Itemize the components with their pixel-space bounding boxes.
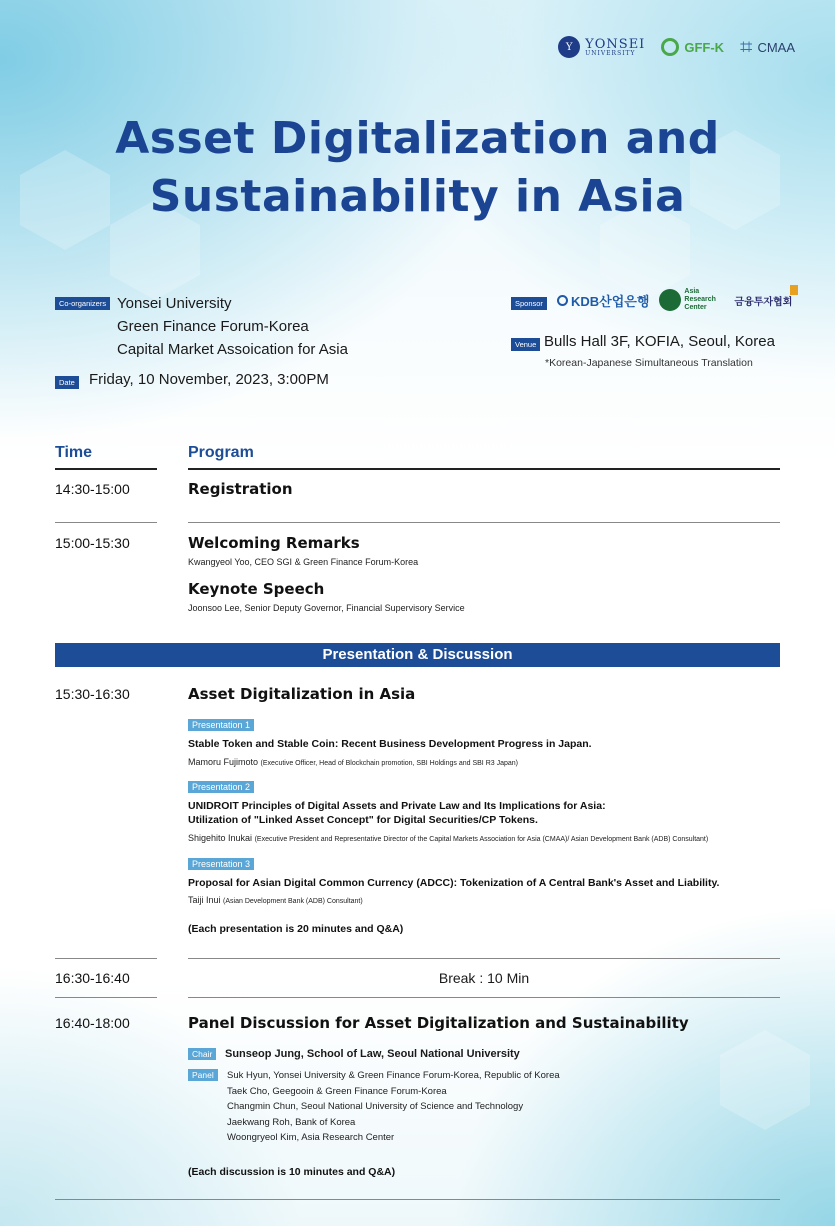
yonsei-emblem-icon: Y (558, 36, 580, 58)
program-column-header: Program (188, 444, 254, 461)
divider (55, 468, 157, 470)
panelist: Jaekwang Roh, Bank of Korea (227, 1116, 356, 1128)
date-tag: Date (55, 374, 79, 392)
divider (55, 997, 157, 998)
asia-research-center-logo: Asia Research Center (659, 288, 724, 312)
presentation-2-title: UNIDROIT Principles of Digital Assets and Private Law and Its Implications for Asia: Utilization of "Linked Asset Concept" for Digital Securities/CP Tokens. (188, 800, 606, 826)
welcoming-remarks-title: Welcoming Remarks (188, 534, 360, 552)
opening-time: 15:00-15:30 (55, 535, 130, 551)
session1-title: Asset Digitalization in Asia (188, 685, 416, 703)
kdb-logo: KDB산업은행 (557, 291, 649, 310)
event-date: Friday, 10 November, 2023, 3:00PM (89, 371, 329, 388)
panelist: Taek Cho, Geegooin & Green Finance Forum-Korea (227, 1085, 447, 1097)
venue-tag: Venue (511, 336, 540, 354)
event-title (0, 110, 835, 226)
coorganizer: Yonsei University (117, 295, 232, 312)
organizer-logos (558, 36, 795, 58)
coorganizer: Capital Market Assoication for Asia (117, 341, 348, 358)
coorganizers-list (117, 292, 348, 361)
session2-title: Panel Discussion for Asset Digitalization and Sustainability (188, 1014, 689, 1032)
title-line: Sustainability in Asia (149, 171, 686, 222)
decorative-hexagon (720, 1030, 810, 1130)
divider (188, 958, 780, 959)
cmaa-logo (740, 36, 795, 58)
yonsei-wordmark: YONSEI UNIVERSITY (585, 36, 646, 57)
kdb-icon (557, 295, 568, 306)
kofia-logo: 금융투자협회 (734, 293, 792, 308)
kofia-icon (790, 285, 798, 295)
keynote-speaker: Joonsoo Lee, Senior Deputy Governor, Financial Supervisory Service (188, 603, 465, 613)
panel-tag: Panel (188, 1069, 218, 1081)
gff-wordmark: GFF-K (684, 39, 725, 55)
section-banner: Presentation & Discussion (55, 643, 780, 667)
chair-name: Sunseop Jung, School of Law, Seoul National University (225, 1048, 520, 1060)
gff-logo (661, 38, 724, 56)
discussion-note: (Each discussion is 10 minutes and Q&A) (188, 1166, 396, 1178)
coorganizer: Green Finance Forum-Korea (117, 318, 309, 335)
panel-list (227, 1068, 560, 1146)
session2-time: 16:40-18:00 (55, 1015, 130, 1031)
presentation-2-tag: Presentation 2 (188, 781, 254, 793)
divider (188, 468, 780, 470)
keynote-title: Keynote Speech (188, 580, 325, 598)
panelist: Suk Hyun, Yonsei University & Green Finance Forum-Korea, Republic of Korea (227, 1070, 560, 1081)
cmaa-emblem-icon: ⌗ (740, 34, 753, 59)
gff-emblem-icon (661, 38, 679, 56)
presentation-3-title: Proposal for Asian Digital Common Currency (ADCC): Tokenization of A Central Bank's Asset and Liability. (188, 877, 720, 889)
yonsei-logo (558, 36, 645, 58)
presentation-3-tag: Presentation 3 (188, 858, 254, 870)
presentation-1-title: Stable Token and Stable Coin: Recent Business Development Progress in Japan. (188, 738, 592, 750)
panelist: Changmin Chun, Seoul National University of Science and Technology (227, 1101, 524, 1112)
session1-time: 15:30-16:30 (55, 686, 130, 702)
time-column-header: Time (55, 444, 93, 461)
divider (188, 522, 780, 523)
coorganizers-tag: Co-organizers (55, 295, 110, 313)
title-line: Asset Digitalization and (115, 113, 720, 164)
presentation-note: (Each presentation is 20 minutes and Q&A) (188, 923, 404, 935)
break-label: Break : 10 Min (438, 970, 530, 986)
translation-note: *Korean-Japanese Simultaneous Translation (545, 357, 753, 369)
presentation-3-speaker: Taiji Inui (Asian Development Bank (ADB) Consultant) (188, 895, 363, 905)
arc-icon (659, 289, 681, 311)
registration-title: Registration (188, 480, 293, 498)
presentation-1-speaker: Mamoru Fujimoto (Executive Officer, Head of Blockchain promotion, SBI Holdings and SBI R3 Japan) (188, 757, 518, 767)
divider (55, 1199, 780, 1200)
chair-tag: Chair (188, 1048, 216, 1060)
sponsor-logos (557, 288, 792, 312)
panelist: Woongryeol Kim, Asia Research Center (227, 1132, 395, 1143)
divider (188, 997, 780, 998)
registration-time: 14:30-15:00 (55, 481, 130, 497)
presentation-1-tag: Presentation 1 (188, 719, 254, 731)
divider (55, 522, 157, 523)
cmaa-wordmark: CMAA (757, 39, 795, 55)
break-time: 16:30-16:40 (55, 970, 130, 986)
venue-value: Bulls Hall 3F, KOFIA, Seoul, Korea (544, 333, 775, 350)
divider (55, 958, 157, 959)
welcoming-remarks-speaker: Kwangyeol Yoo, CEO SGI & Green Finance Forum-Korea (188, 557, 419, 567)
presentation-2-speaker: Shigehito Inukai (Executive President and Representative Director of the Capital Markets Association for Asia (CMAA)/ Asian Development Bank (ADB) Consultant) (188, 833, 709, 843)
sponsor-tag: Sponsor (511, 295, 547, 313)
